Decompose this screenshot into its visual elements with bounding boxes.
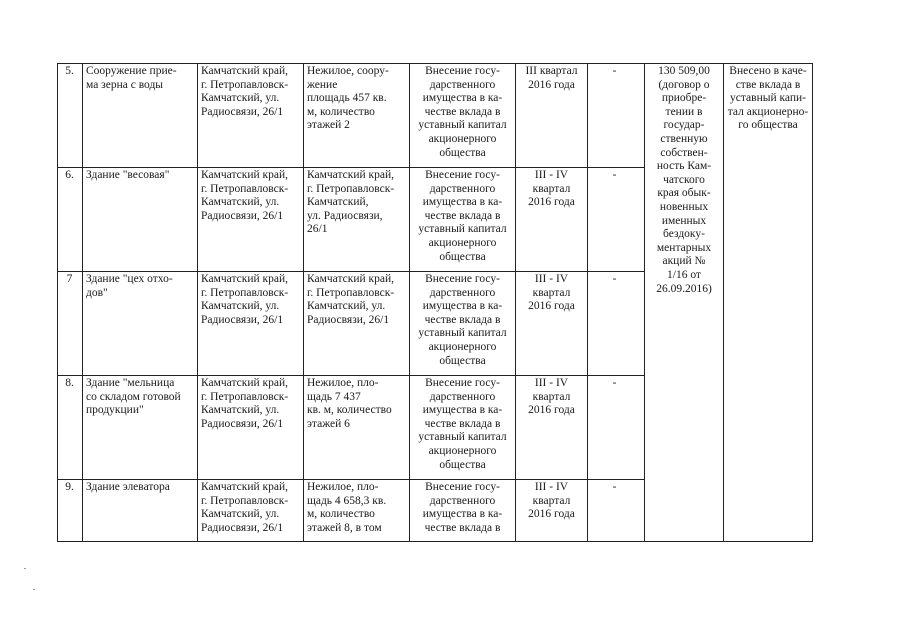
row-number: 9.	[58, 480, 83, 542]
object-characteristics: Камчатский край, г. Петропавловск- Камчатский, ул. Радиосвязи, 26/1	[304, 168, 410, 272]
privatization-table	[57, 63, 813, 542]
table-row	[58, 64, 813, 168]
object-characteristics: Нежилое, пло- щадь 4 658,3 кв. м, количество этажей 8, в том	[304, 480, 410, 542]
price-cell: -	[588, 64, 645, 168]
object-address: Камчатский край, г. Петропавловск- Камчатский, ул. Радиосвязи, 26/1	[198, 272, 304, 376]
object-address: Камчатский край, г. Петропавловск- Камчатский, ул. Радиосвязи, 26/1	[198, 168, 304, 272]
object-characteristics: Камчатский край, г. Петропавловск- Камчатский, ул. Радиосвязи, 26/1	[304, 272, 410, 376]
privatization-method: Внесение госу- дарственного имущества в ка- честве вклада в	[410, 480, 516, 542]
merged-result-note: Внесено в каче- стве вклада в уставный капи- тал акционерно- го общества	[724, 64, 813, 542]
object-address: Камчатский край, г. Петропавловск- Камчатский, ул. Радиосвязи, 26/1	[198, 480, 304, 542]
object-name: Здание "цех отхо- дов"	[83, 272, 198, 376]
price-cell: -	[588, 376, 645, 480]
object-name: Здание "мельница со складом готовой продукции"	[83, 376, 198, 480]
scan-speck	[33, 589, 35, 590]
row-number: 8.	[58, 376, 83, 480]
object-name: Здание элеватора	[83, 480, 198, 542]
object-characteristics: Нежилое, соору- жение площадь 457 кв. м, количество этажей 2	[304, 64, 410, 168]
privatization-term: III - IV квартал 2016 года	[516, 376, 588, 480]
object-address: Камчатский край, г. Петропавловск- Камчатский, ул. Радиосвязи, 26/1	[198, 64, 304, 168]
privatization-term: III - IV квартал 2016 года	[516, 168, 588, 272]
row-number: 5.	[58, 64, 83, 168]
price-cell: -	[588, 272, 645, 376]
price-cell: -	[588, 168, 645, 272]
merged-price-note: 130 509,00 (договор о приобре- тении в государ- ственную собствен- ность Кам- чатского края обык- новенных именных бездоку- ментарных акций № 1/16 от 26.09.2016)	[645, 64, 724, 542]
price-cell: -	[588, 480, 645, 542]
privatization-method: Внесение госу- дарственного имущества в ка- честве вклада в уставный капитал акционерного общества	[410, 168, 516, 272]
privatization-method: Внесение госу- дарственного имущества в ка- честве вклада в уставный капитал акционерного общества	[410, 376, 516, 480]
scan-speck	[24, 568, 26, 569]
row-number: 6.	[58, 168, 83, 272]
object-name: Сооружение прие- ма зерна с воды	[83, 64, 198, 168]
privatization-method: Внесение госу- дарственного имущества в ка- честве вклада в уставный капитал акционерного общества	[410, 64, 516, 168]
object-characteristics: Нежилое, пло- щадь 7 437 кв. м, количество этажей 6	[304, 376, 410, 480]
object-address: Камчатский край, г. Петропавловск- Камчатский, ул. Радиосвязи, 26/1	[198, 376, 304, 480]
privatization-method: Внесение госу- дарственного имущества в ка- честве вклада в уставный капитал акционерного общества	[410, 272, 516, 376]
privatization-term: III - IV квартал 2016 года	[516, 480, 588, 542]
privatization-term: III квартал 2016 года	[516, 64, 588, 168]
privatization-term: III - IV квартал 2016 года	[516, 272, 588, 376]
row-number: 7	[58, 272, 83, 376]
object-name: Здание "весовая"	[83, 168, 198, 272]
